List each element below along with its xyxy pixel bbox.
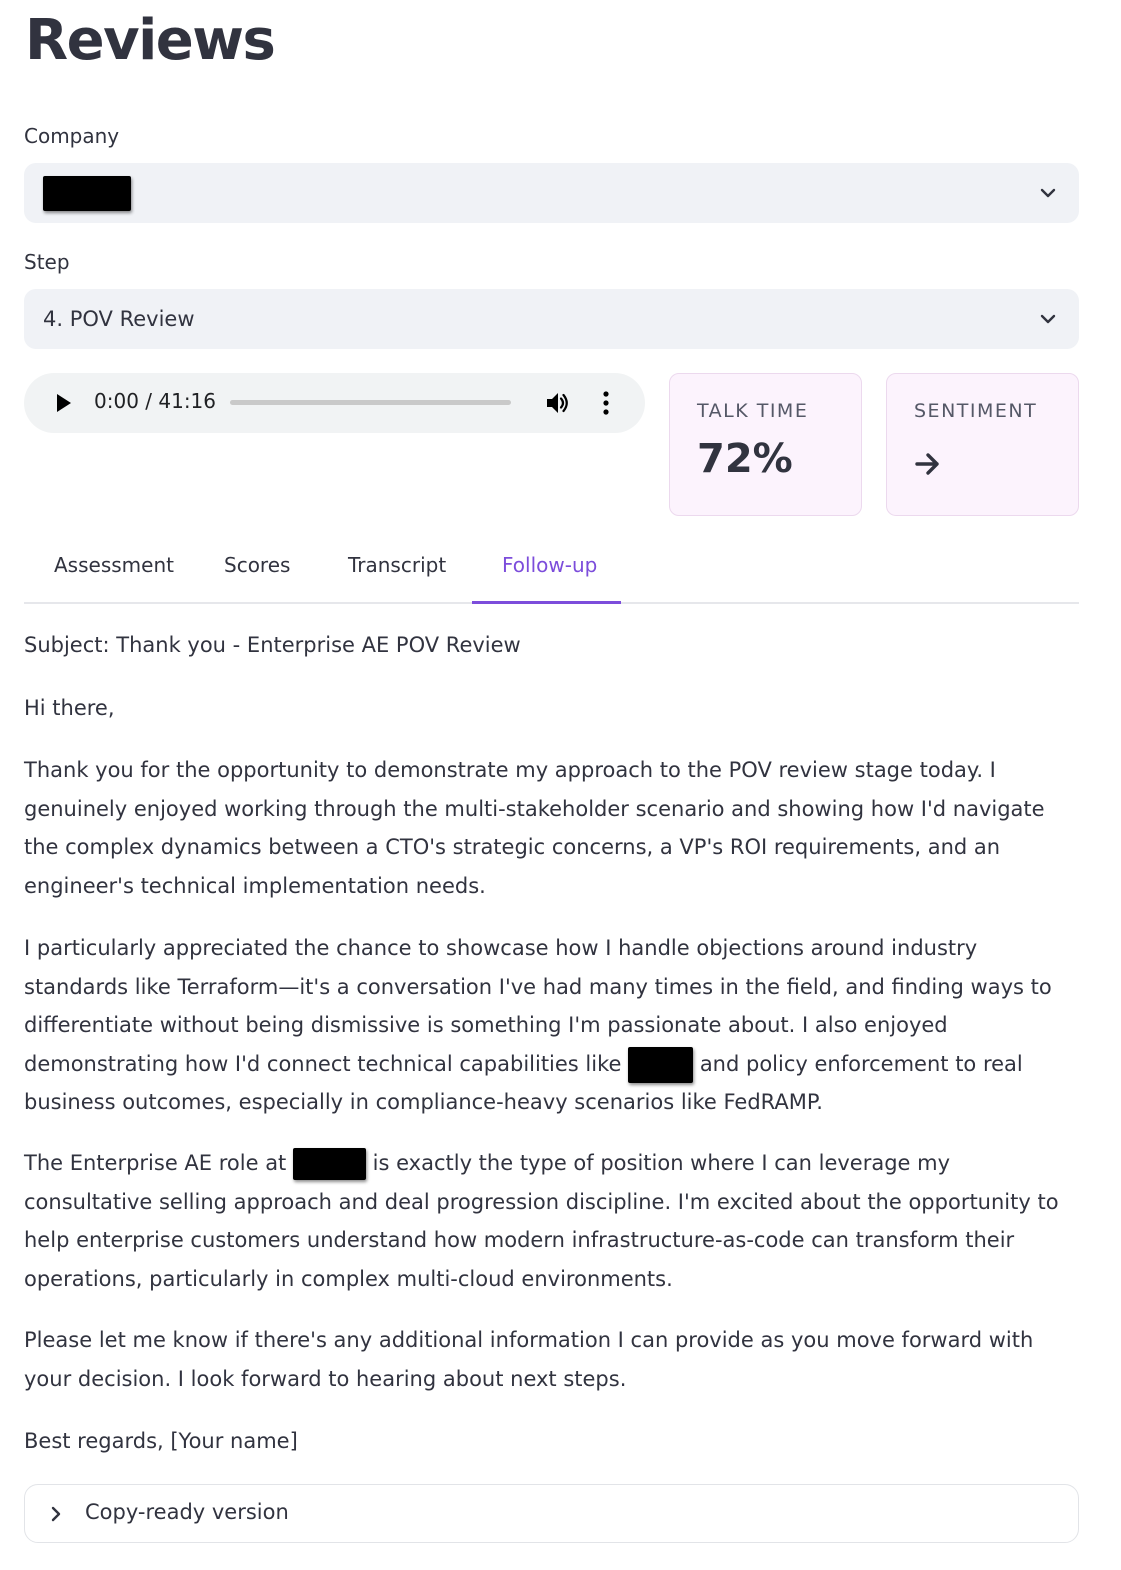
expander-label: Copy-ready version [85,1500,289,1524]
tab-assessment[interactable]: Assessment [54,553,174,577]
step-label: Step [24,250,70,274]
step-select-value: 4. POV Review [43,307,195,331]
tab-bar [24,545,1079,604]
chevron-down-icon [1037,182,1059,204]
talk-time-metric [669,373,862,516]
more-options-icon[interactable] [600,390,612,416]
metric-value: 72% [697,436,793,482]
audio-progress-bar[interactable] [230,400,511,405]
email-paragraph: Thank you for the opportunity to demonstrate my approach to the POV review stage today. I genuinely enjoyed working through the multi-stakeholder scenario and showing how I'd navigate the complex dynamics between a CTO's strategic concerns, a VP's ROI requirements, and an engineer's technical implementation needs. [24,758,1045,898]
redacted-company-name [43,176,131,211]
metric-label: SENTIMENT [914,400,1038,422]
audio-time-display: 0:00 / 41:16 [94,389,217,413]
tab-transcript[interactable]: Transcript [348,553,447,577]
copy-ready-expander[interactable] [24,1484,1079,1543]
email-subject: Subject: Thank you - Enterprise AE POV Review [24,633,521,657]
email-signoff: Best regards, [Your name] [24,1429,298,1453]
play-icon[interactable] [56,393,72,413]
sentiment-metric [886,373,1079,516]
email-text: and policy enforcement to real business outcomes, especially in compliance-heavy scenarios like FedRAMP. [24,1051,1023,1114]
email-text: I particularly appreciated the chance to showcase how I handle objections around industry standards like Terraform—it's a conversation I've had many times in the field, and finding ways to differentiate without being dismissive is something I'm passionate about. I also enjoyed demonstrating how I'd connect technical capabilities like [24,936,1052,1076]
email-text: The Enterprise AE role at [24,1151,287,1175]
active-tab-indicator [472,601,621,604]
company-label: Company [24,124,120,148]
volume-icon[interactable] [545,390,571,416]
email-paragraph [24,1144,1084,1298]
email-greeting: Hi there, [24,696,115,720]
email-paragraph: Please let me know if there's any additional information I can provide as you move forward with your decision. I look forward to hearing about next steps. [24,1328,1034,1391]
chevron-down-icon [1037,308,1059,330]
audio-player[interactable] [24,373,645,433]
redacted-company-name [293,1148,366,1180]
email-text: is exactly the type of position where I can leverage my consultative selling approach and deal progression discipline. I'm excited about the opportunity to help enterprise customers understand how modern infrastructure-as-code can transform their operations, particularly in complex multi-cloud environments. [24,1151,1059,1291]
page-title: Reviews [25,8,275,73]
chevron-right-icon [49,1504,63,1524]
email-paragraph [24,929,1084,1122]
tab-follow-up[interactable]: Follow-up [502,553,598,577]
step-select[interactable] [24,289,1079,349]
tab-scores[interactable]: Scores [224,553,291,577]
arrow-right-icon [915,452,941,476]
company-select[interactable] [24,163,1079,223]
metric-label: TALK TIME [697,400,809,422]
redacted-product-name [628,1047,693,1083]
